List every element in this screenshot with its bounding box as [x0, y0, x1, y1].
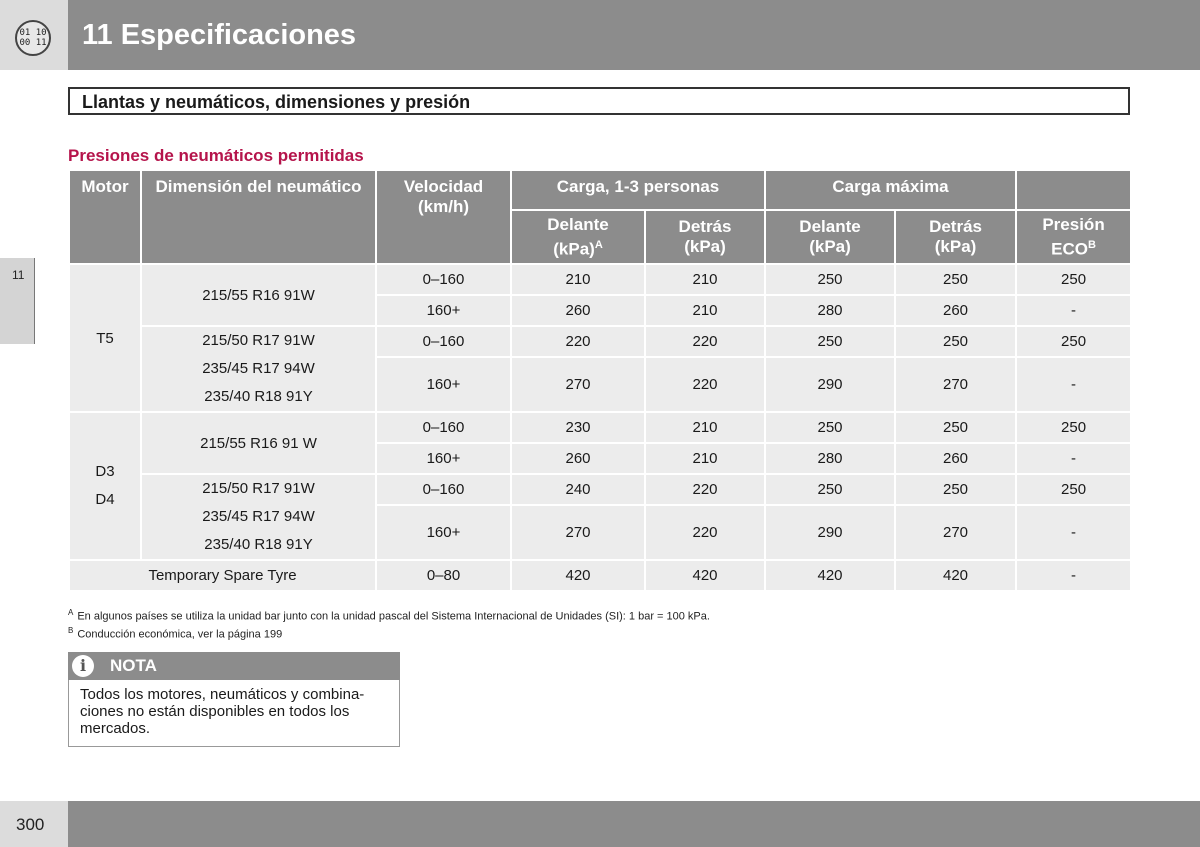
value-cell: 270 [511, 357, 645, 412]
value-cell: 250 [765, 264, 895, 295]
value-cell: 210 [645, 295, 765, 326]
table-row [69, 326, 1131, 357]
value-cell: 250 [1016, 264, 1131, 295]
speed-cell: 0–160 [376, 412, 511, 443]
table-row [69, 474, 1131, 505]
value-cell: 260 [511, 295, 645, 326]
value-cell: 220 [645, 326, 765, 357]
note-title: NOTA [110, 656, 157, 675]
value-cell: 420 [895, 560, 1016, 591]
value-cell: 250 [895, 326, 1016, 357]
tire-dimension: 235/40 R18 91Y [204, 388, 313, 405]
table-row [69, 560, 1131, 591]
value-cell: 420 [645, 560, 765, 591]
value-cell: 420 [765, 560, 895, 591]
speed-cell: 0–160 [376, 326, 511, 357]
value-cell: 270 [895, 505, 1016, 560]
value-cell: 290 [765, 357, 895, 412]
speed-cell: 0–80 [376, 560, 511, 591]
note-text: Todos los motores, neumáticos y combina- ciones no están disponibles en todos los mercados. [80, 686, 365, 737]
value-cell: 240 [511, 474, 645, 505]
table-row [69, 412, 1131, 443]
tire-dimension-cell [141, 326, 376, 412]
header-presion-eco: Presión $ECO^B$ [1016, 210, 1131, 264]
header-delante-2: Delante (kPa) [765, 210, 895, 264]
value-cell: 210 [645, 412, 765, 443]
side-tab-label: 11 [12, 268, 25, 282]
motor-cell: D3 D4 [69, 412, 141, 560]
value-cell: 220 [645, 357, 765, 412]
info-icon: i [72, 655, 94, 677]
value-cell: - [1016, 505, 1131, 560]
tire-dimension: 235/45 R17 94W [202, 360, 315, 377]
binary-chapter-icon: 01 10 00 11 [15, 20, 51, 56]
tire-dimension: 235/40 R18 91Y [204, 536, 313, 553]
motor-cell: T5 [69, 264, 141, 412]
speed-cell: 160+ [376, 443, 511, 474]
value-cell: 210 [645, 264, 765, 295]
footnotes [68, 606, 710, 641]
value-cell: - [1016, 357, 1131, 412]
speed-cell: 0–160 [376, 474, 511, 505]
header-carga-maxima: Carga máxima [765, 170, 1016, 210]
value-cell: - [1016, 560, 1131, 591]
value-cell: 250 [765, 412, 895, 443]
value-cell: - [1016, 295, 1131, 326]
tire-dimension: 235/45 R17 94W [202, 508, 315, 525]
value-cell: 280 [765, 295, 895, 326]
spare-tyre-cell: Temporary Spare Tyre [69, 560, 376, 591]
tire-dimension: 215/50 R17 91W [202, 332, 315, 349]
page-number: 300 [16, 815, 45, 834]
tire-dimension-cell [141, 474, 376, 560]
value-cell: 210 [645, 443, 765, 474]
footnote-b: $^B$ Conducción económica, ver la página 199 [68, 625, 283, 641]
footer-bar [68, 801, 1200, 847]
tire-pressure-table [68, 169, 1130, 592]
value-cell: 260 [511, 443, 645, 474]
header-motor: Motor [69, 170, 141, 264]
footnote-a: $^A$ En algunos países se utiliza la unidad bar junto con la unidad pascal del Sistema Internacional de Unidades (SI): 1 bar = 100 kPa. [68, 608, 710, 623]
section-title: Llantas y neumáticos, dimensiones y presión [82, 92, 471, 112]
speed-cell: 160+ [376, 505, 511, 560]
value-cell: 420 [511, 560, 645, 591]
value-cell: 260 [895, 443, 1016, 474]
value-cell: 260 [895, 295, 1016, 326]
header-dimension: Dimensión del neumático [141, 170, 376, 264]
header-empty [1016, 170, 1131, 210]
value-cell: 270 [895, 357, 1016, 412]
value-cell: 250 [895, 474, 1016, 505]
value-cell: 250 [1016, 412, 1131, 443]
header-detras-1: Detrás (kPa) [645, 210, 765, 264]
header-velocidad: Velocidad (km/h) [376, 170, 511, 264]
value-cell: - [1016, 443, 1131, 474]
tire-dimension: 215/50 R17 91W [202, 480, 315, 497]
value-cell: 250 [1016, 326, 1131, 357]
value-cell: 250 [765, 474, 895, 505]
header-carga-1-3: Carga, 1-3 personas [511, 170, 765, 210]
value-cell: 250 [895, 412, 1016, 443]
value-cell: 280 [765, 443, 895, 474]
value-cell: 250 [1016, 474, 1131, 505]
table-row [69, 264, 1131, 295]
value-cell: 220 [645, 474, 765, 505]
value-cell: 250 [765, 326, 895, 357]
speed-cell: 0–160 [376, 264, 511, 295]
value-cell: 220 [511, 326, 645, 357]
tire-dimension-cell: 215/55 R16 91 W [141, 412, 376, 474]
value-cell: 220 [645, 505, 765, 560]
value-cell: 230 [511, 412, 645, 443]
subsection-title: Presiones de neumáticos permitidas [68, 146, 364, 165]
tire-dimension-cell: 215/55 R16 91W [141, 264, 376, 326]
value-cell: 290 [765, 505, 895, 560]
header-delante-1: Delante (kPa)$^A$ [511, 210, 645, 264]
chapter-title: 11 Especificaciones [82, 19, 357, 51]
header-detras-2: Detrás (kPa) [895, 210, 1016, 264]
value-cell: 210 [511, 264, 645, 295]
speed-cell: 160+ [376, 295, 511, 326]
value-cell: 250 [895, 264, 1016, 295]
speed-cell: 160+ [376, 357, 511, 412]
value-cell: 270 [511, 505, 645, 560]
